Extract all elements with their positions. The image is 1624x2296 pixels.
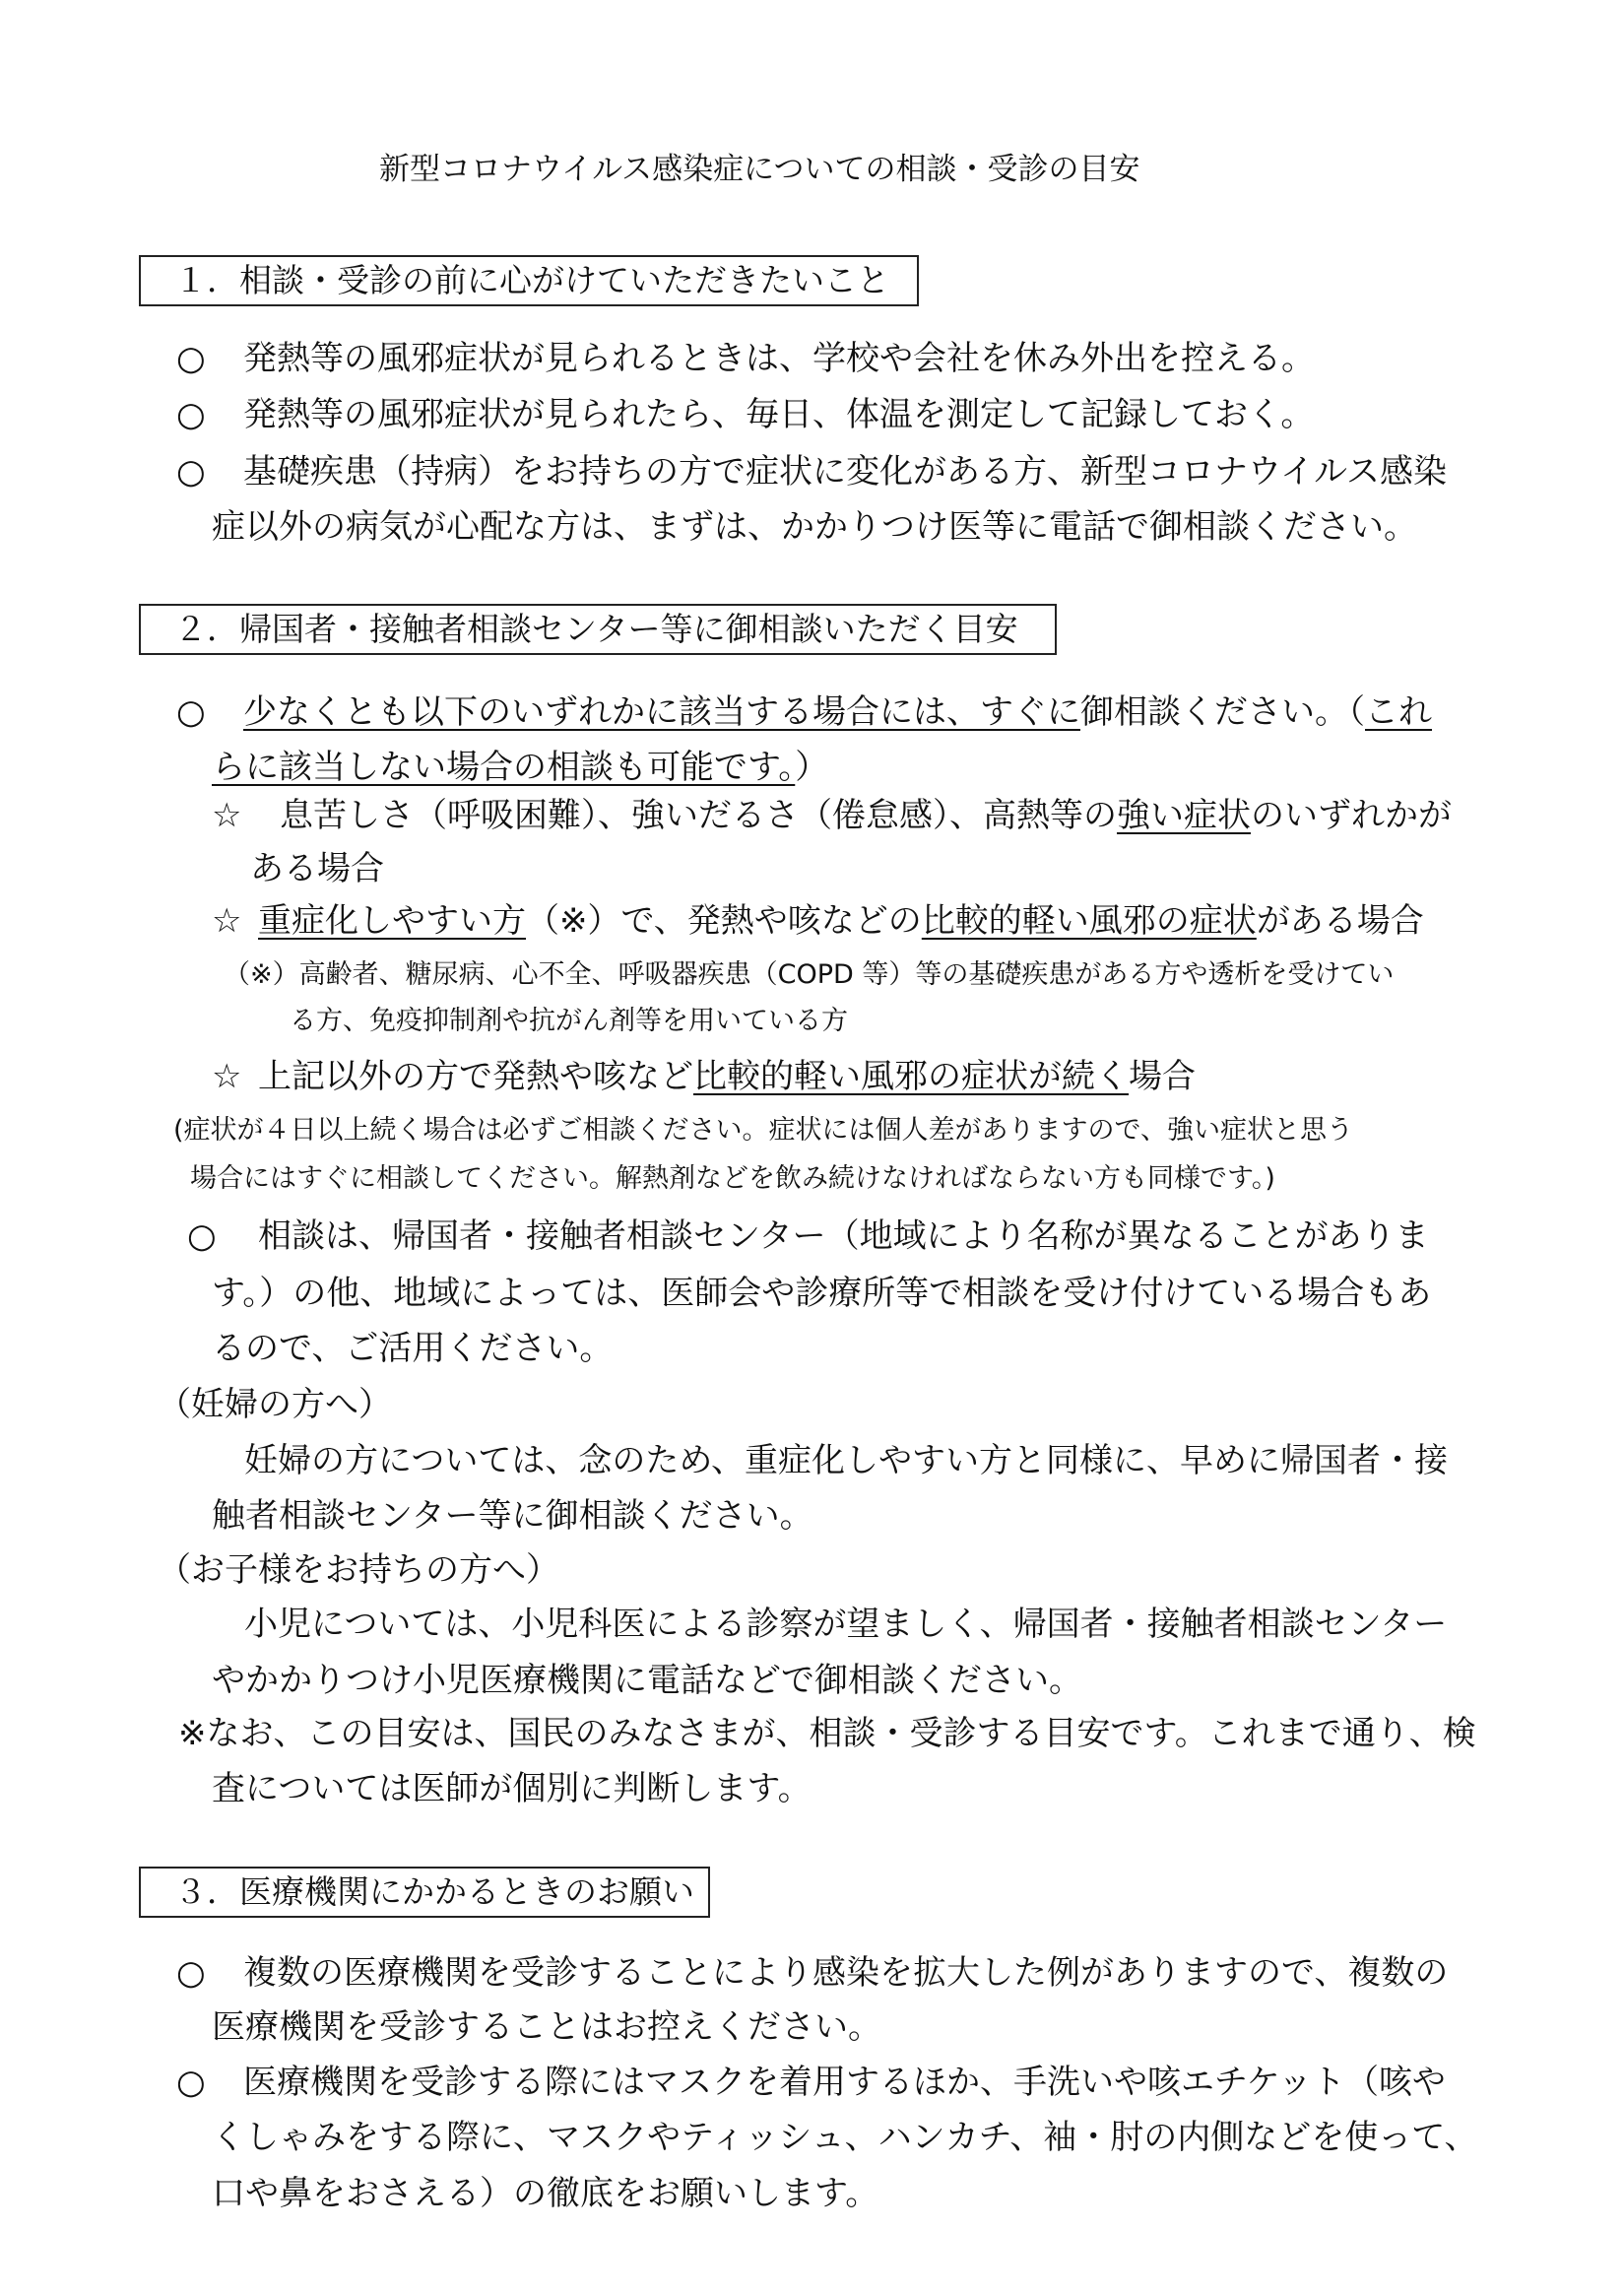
plain-text: 息苦しさ（呼吸困難）、強いだるさ（倦怠感）、高熱等の	[280, 796, 1117, 835]
underlined-text: らに該当しない場合の相談も可能です。	[212, 748, 796, 787]
section3-item-2-line1: 医療機関を受診する際にはマスクを着用するほか、手洗いや咳エチケット（咳や	[243, 2063, 1446, 2102]
plain-text: ）	[795, 748, 829, 787]
star1-line1	[280, 796, 1452, 835]
underlined-text: 重症化しやすい方	[258, 901, 526, 941]
underlined-text: 比較的軽い風邪の症状	[921, 901, 1257, 941]
bullet-circle: ○	[176, 2063, 206, 2102]
paren-note-line1: (症状が４日以上続く場合は必ずご相談ください。症状には個人差がありますので、強い症状と思う	[173, 1115, 1353, 1146]
plain-text: （※）で、発熱や咳などの	[526, 901, 922, 941]
underlined-text: 少なくとも以下のいずれかに該当する場合には、すぐに	[243, 692, 1080, 732]
underlined-text: 強い症状	[1117, 796, 1251, 835]
bullet-circle: ○	[187, 1216, 217, 1256]
footnote-line1: ※なお、この目安は、国民のみなさまが、相談・受診する目安です。これまで通り、検	[178, 1714, 1476, 1753]
consult-line3: るので、ご活用ください。	[212, 1329, 614, 1368]
star-bullet: ☆	[212, 1057, 242, 1096]
section2-heading: ２．帰国者・接触者相談センター等に御相談いただく目安	[139, 604, 1057, 655]
pregnant-label: （妊婦の方へ）	[158, 1385, 392, 1424]
section3-heading: ３．医療機関にかかるときのお願い	[139, 1867, 710, 1918]
plain-text: がある場合	[1256, 901, 1424, 941]
consult-line1: 相談は、帰国者・接触者相談センター（地域により名称が異なることがありま	[258, 1216, 1429, 1256]
star2-line	[258, 901, 1424, 941]
paren-note-line2: 場合にはすぐに相談してください。解熱剤などを飲み続けなければならない方も同様です。)	[190, 1163, 1275, 1194]
star-bullet: ☆	[212, 796, 242, 835]
underlined-text: これ	[1365, 692, 1432, 732]
children-label: （お子様をお持ちの方へ）	[158, 1550, 559, 1590]
note-line2: る方、免疫抑制剤や抗がん剤等を用いている方	[290, 1006, 848, 1036]
plain-text: のいずれかが	[1251, 796, 1452, 835]
section1-heading: １．相談・受診の前に心がけていただきたいこと	[139, 255, 919, 306]
section3-item-1-line1: 複数の医療機関を受診することにより感染を拡大した例がありますので、複数の	[243, 1953, 1449, 1993]
consult-line2: す。）の他、地域によっては、医師会や診療所等で相談を受け付けている場合もあ	[212, 1274, 1432, 1313]
pregnant-line1: 妊婦の方については、念のため、重症化しやすい方と同様に、早めに帰国者・接	[244, 1441, 1448, 1480]
section1-item-3-line1: 基礎疾患（持病）をお持ちの方で症状に変化がある方、新型コロナウイルス感染	[243, 452, 1447, 492]
section2-main-line2	[212, 748, 829, 787]
section3-item-1-line2: 医療機関を受診することはお控えください。	[212, 2007, 881, 2047]
section1-item-2: 発熱等の風邪症状が見られたら、毎日、体温を測定して記録しておく。	[243, 395, 1315, 434]
star1-line2: ある場合	[250, 849, 384, 888]
children-line1: 小児については、小児科医による診察が望ましく、帰国者・接触者相談センター	[244, 1605, 1448, 1644]
note-line1: （※）高齢者、糖尿病、心不全、呼吸器疾患（COPD 等）等の基礎疾患がある方や透析を受けてい	[224, 959, 1395, 990]
plain-text: 場合	[1129, 1057, 1196, 1096]
star-bullet: ☆	[212, 901, 242, 941]
section3-item-2-line2: くしゃみをする際に、マスクやティッシュ、ハンカチ、袖・肘の内側などを使って、	[212, 2118, 1478, 2157]
plain-text: 御相談ください。（	[1080, 692, 1365, 732]
bullet-circle: ○	[176, 692, 206, 732]
star3-line	[258, 1057, 1196, 1096]
bullet-circle: ○	[176, 452, 206, 492]
underlined-text: 比較的軽い風邪の症状が続く	[693, 1057, 1129, 1096]
section2-main-line1	[243, 692, 1432, 732]
section1-item-3-line2: 症以外の病気が心配な方は、まずは、かかりつけ医等に電話で御相談ください。	[212, 507, 1417, 547]
footnote-line2: 査については医師が個別に判断します。	[212, 1769, 812, 1808]
pregnant-line2: 触者相談センター等に御相談ください。	[212, 1496, 813, 1536]
bullet-circle: ○	[176, 395, 206, 434]
section1-item-1: 発熱等の風邪症状が見られるときは、学校や会社を休み外出を控える。	[243, 339, 1315, 378]
children-line2: やかかりつけ小児医療機関に電話などで御相談ください。	[212, 1661, 1082, 1700]
bullet-circle: ○	[176, 339, 206, 378]
bullet-circle: ○	[176, 1953, 206, 1993]
plain-text: 上記以外の方で発熱や咳など	[258, 1057, 693, 1096]
section3-item-2-line3: 口や鼻をおさえる）の徹底をお願いします。	[212, 2174, 879, 2213]
page-title: 新型コロナウイルス感染症についての相談・受診の目安	[379, 152, 1140, 187]
